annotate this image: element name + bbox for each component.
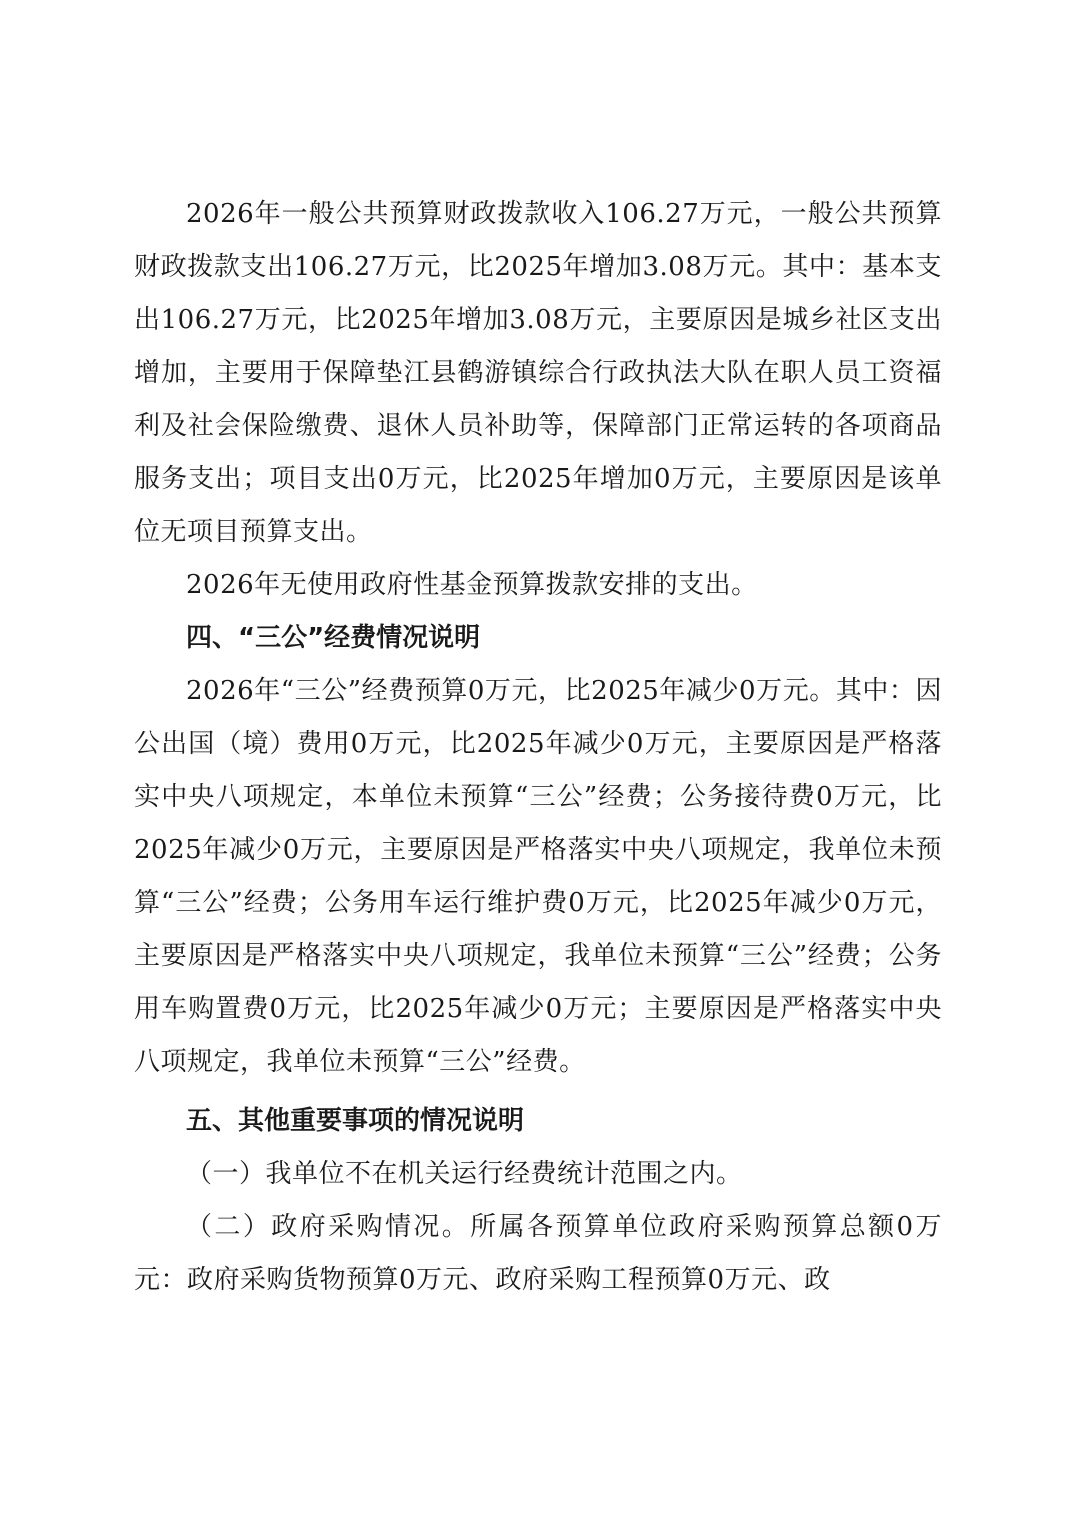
document-body	[134, 188, 942, 1307]
paragraph-government-procurement: （二）政府采购情况。所属各预算单位政府采购预算总额0万元：政府采购货物预算0万元、政府采购工程预算0万元、政	[134, 1212, 942, 1295]
paragraph-general-budget: 2026年一般公共预算财政拨款收入106.27万元，一般公共预算财政拨款支出106.27万元，比2025年增加3.08万元。其中：基本支出106.27万元，比2025年增加3.08万元，主要原因是城乡社区支出增加，主要用于保障垫江县鹤游镇综合行政执法大队在职人员工资福利及社会保险缴费、退休人员补助等，保障部门正常运转的各项商品服务支出；项目支出0万元，比2025年增加0万元，主要原因是该单位无项目预算支出。	[134, 199, 942, 547]
section-heading-three-public-expenses: 四、“三公”经费情况说明	[186, 623, 481, 653]
section-heading-other-matters: 五、其他重要事项的情况说明	[186, 1106, 525, 1136]
paragraph-fund-budget: 2026年无使用政府性基金预算拨款安排的支出。	[186, 570, 758, 600]
paragraph-three-public-expenses: 2026年“三公”经费预算0万元，比2025年减少0万元。其中：因公出国（境）费用0万元，比2025年减少0万元，主要原因是严格落实中央八项规定，本单位未预算“三公”经费；公务接待费0万元，比2025年减少0万元，主要原因是严格落实中央八项规定，我单位未预算“三公”经费；公务用车运行维护费0万元，比2025年减少0万元，主要原因是严格落实中央八项规定，我单位未预算“三公”经费；公务用车购置费0万元，比2025年减少0万元；主要原因是严格落实中央八项规定，我单位未预算“三公”经费。	[134, 676, 942, 1077]
paragraph-operating-expenses: （一）我单位不在机关运行经费统计范围之内。	[186, 1159, 743, 1189]
